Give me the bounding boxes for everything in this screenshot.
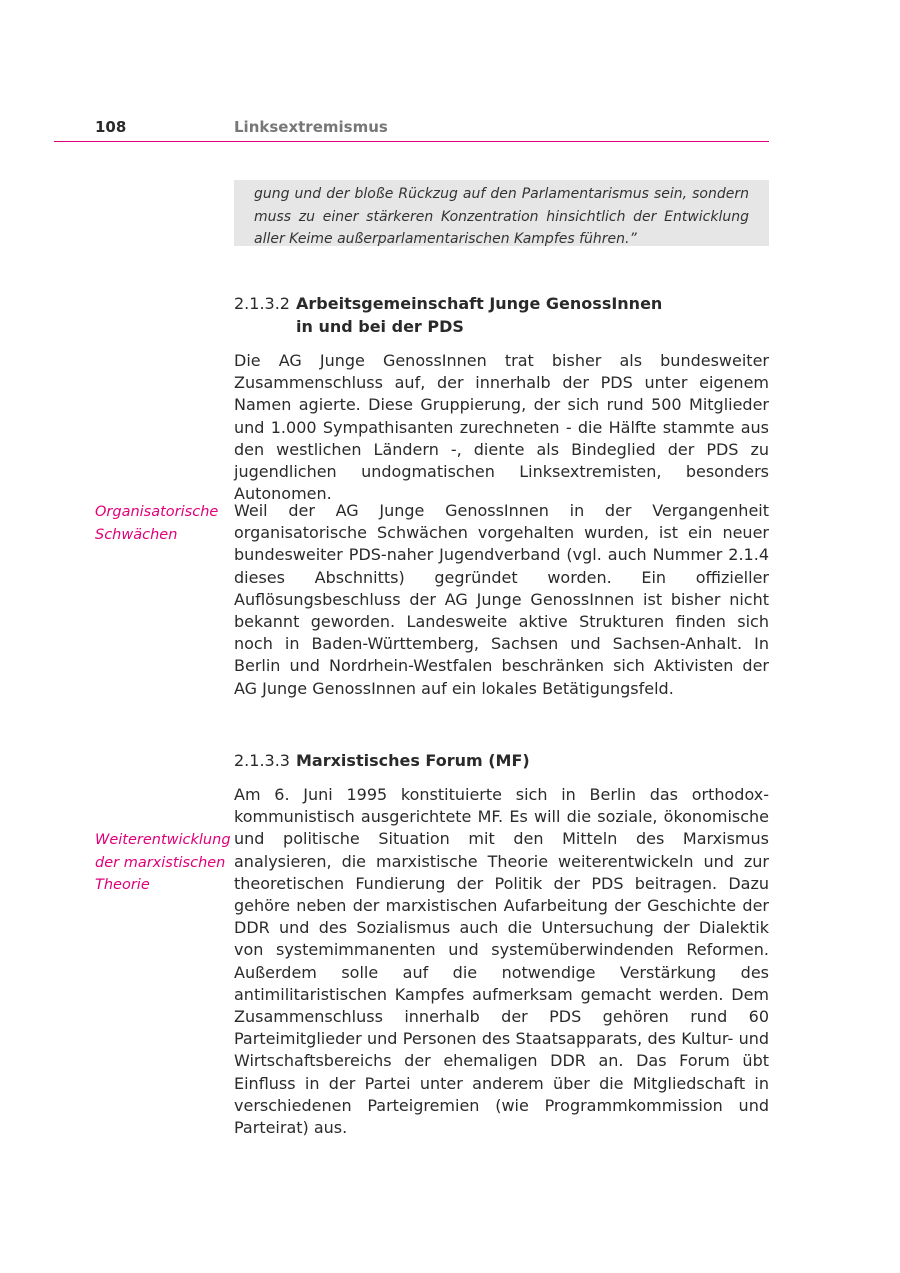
chapter-title: Linksextremismus <box>234 118 388 136</box>
header-rule <box>54 141 769 142</box>
margin-note-line: der marxistischen <box>95 854 226 871</box>
margin-note-line: Weiterentwicklung <box>95 832 231 848</box>
margin-note-weiterentwicklung <box>95 829 231 897</box>
section-number: 2.1.3.3 <box>234 751 290 770</box>
page-number: 108 <box>95 118 127 136</box>
margin-note-organisatorische-schwaechen <box>95 501 225 546</box>
section-title: Marxistisches Forum (MF) <box>296 751 530 770</box>
quote-block <box>234 180 769 246</box>
paragraph-ag-intro: Die AG Junge GenossInnen trat bisher als bundesweiter Zusammenschluss auf, der innerhalb der PDS unter eigenem Namen agierte. Diese Gruppierung, der sich rund 500 Mitglieder und 1.000 Sympathisanten zurechneten - die Hälfte stammte aus den westlichen Ländern -, diente als Bindeglied der PDS zu jugendlichen undogmatischen Linksextremisten, besonders Autonomen. <box>234 351 769 504</box>
section-heading-2-1-3-2 <box>234 292 662 338</box>
paragraph-mf: Am 6. Juni 1995 konstituierte sich in Berlin das orthodox-kommunistisch ausgerichtete MF. Es will die soziale, ökonomische und politische Situation mit den Mitteln des Marxismus analysieren, die marxistische Theorie weiterentwickeln und zur theoretischen Fundierung der Politik der PDS beitragen. Dazu gehöre neben der marxistischen Aufarbeitung der Geschichte der DDR und des Sozialismus auch die Untersuchung der Dialektik von systemimmanenten und systemüberwindenden Reformen. Außerdem solle auf die notwendige Verstärkung des antimilitaristischen Kampfes aufmerksam gemacht werden. Dem Zusammenschluss innerhalb der PDS gehören rund 60 Parteimitglieder und Personen des Staatsapparats, des Kultur- und Wirtschaftsbereichs der ehemaligen DDR an. Das Forum übt Einfluss in der Partei unter anderem über die Mitgliedschaft in verschiedenen Parteigremien (wie Programmkommission und Parteirat) aus. <box>234 785 769 1138</box>
margin-note-line: Organisatorische <box>95 504 219 520</box>
section-number: 2.1.3.2 <box>234 294 290 313</box>
section-title-line2: in und bei der PDS <box>296 317 464 336</box>
quote-text: gung und der bloße Rückzug auf den Parlamentarismus sein, sondern muss zu einer stärkeren Konzentration hinsichtlich der Entwicklung aller Keime außerparlamentarischen Kampfes führen.” <box>254 186 749 247</box>
section-title-line1: Arbeitsgemeinschaft Junge GenossInnen <box>296 294 663 313</box>
paragraph-ag-structures: Weil der AG Junge GenossInnen in der Vergangenheit organisatorische Schwächen vorgehalten wurden, ist ein neuer bundesweiter PDS-naher Jugendverband (vgl. auch Nummer 2.1.4 dieses Abschnitts) gegründet worden. Ein offizieller Auflösungsbeschluss der AG Junge GenossInnen ist bisher nicht bekannt geworden. Landesweite aktive Strukturen finden sich noch in Baden-Württemberg, Sachsen und Sachsen-Anhalt. In Berlin und Nordrhein-Westfalen beschränken sich Aktivisten der AG Junge GenossInnen auf ein lokales Betätigungsfeld. <box>234 501 769 698</box>
margin-note-line: Schwächen <box>95 526 178 543</box>
margin-note-line: Theorie <box>95 877 150 893</box>
section-heading-2-1-3-3 <box>234 749 530 772</box>
